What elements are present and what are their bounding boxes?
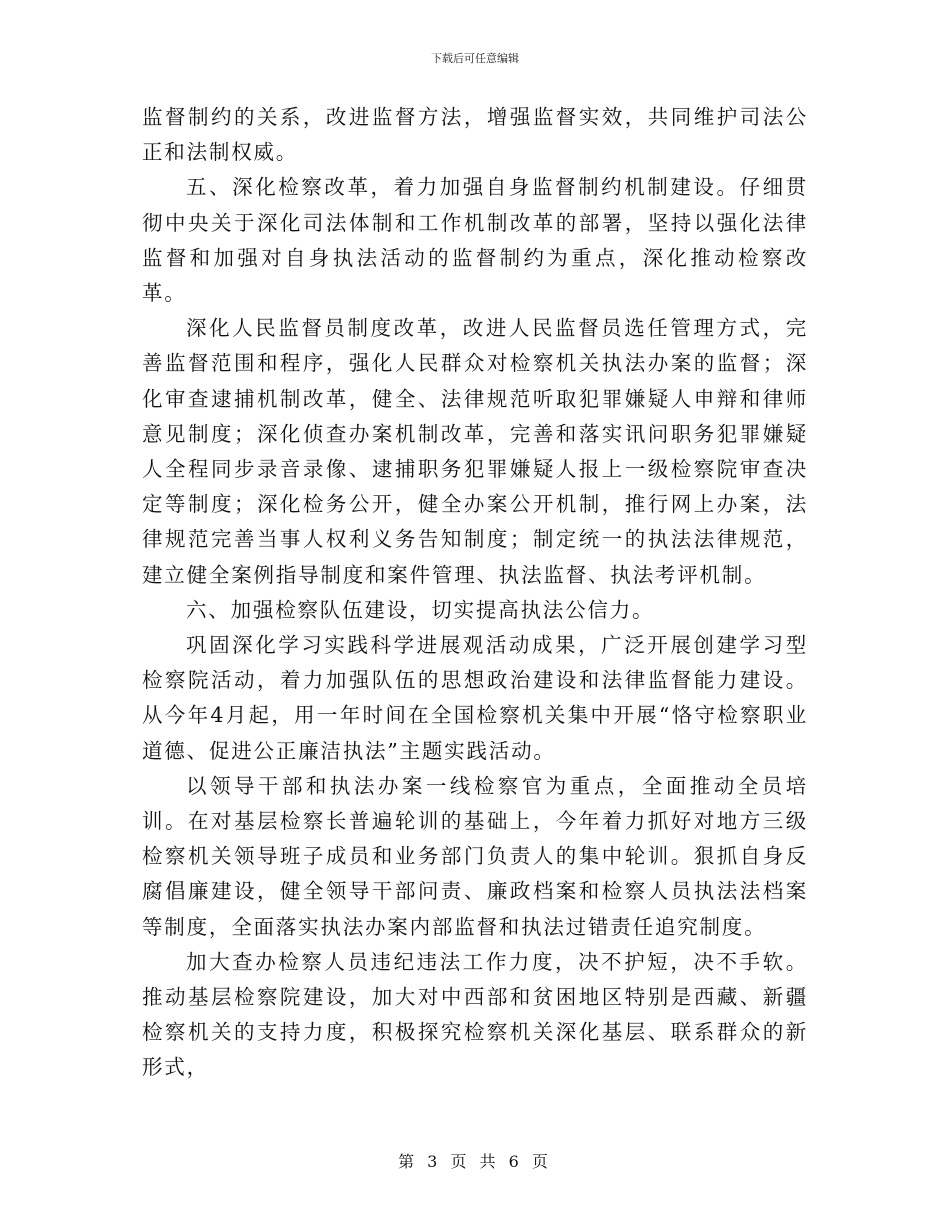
paragraph-6: 以领导干部和执法办案一线检察官为重点，全面推动全员培训。在对基层检察长普遍轮训的基础上，今年着力抓好对地方三级检察机关领导班子成员和业务部门负责人的集中轮训。狠抓自身反腐倡廉建设，健全领导干部问责、廉政档案和检察人员执法法档案等制度，全面落实执法办案内部监督和执法过错责任追究制度。 xyxy=(142,773,808,939)
paragraph-4: 六、加强检察队伍建设，切实提高执法公信力。 xyxy=(186,597,655,622)
paragraph-5: 巩固深化学习实践科学进展观活动成果，广泛开展创建学习型检察院活动，着力加强队伍的思想政治建设和法律监督能力建设。从今年4月起，用一年时间在全国检察机关集中开展“恪守检察职业道德、促进公正廉洁执法”主题实践活动。 xyxy=(142,633,808,763)
page-header: 下载后可任意编辑 xyxy=(431,52,519,65)
page-footer: 第 3 页 共 6 页 xyxy=(398,1152,552,1171)
paragraph-3: 深化人民监督员制度改革，改进人民监督员选任管理方式，完善监督范围和程序，强化人民群众对检察机关执法办案的监督；深化审查逮捕机制改革，健全、法律规范听取犯罪嫌疑人申辩和律师意见制度；深化侦查办案机制改革，完善和落实讯问职务犯罪嫌疑人全程同步录音录像、逮捕职务犯罪嫌疑人报上一级检察院审查决定等制度；深化检务公开，健全办案公开机制，推行网上办案，法律规范完善当事人权利义务告知制度；制定统一的执法法律规范，建立健全案例指导制度和案件管理、执法监督、执法考评机制。 xyxy=(142,316,808,587)
paragraph-2: 五、深化检察改革，着力加强自身监督制约机制建设。仔细贯彻中央关于深化司法体制和工作机制改革的部署，坚持以强化法律监督和加强对自身执法活动的监督制约为重点，深化推动检察改革。 xyxy=(142,175,808,306)
paragraph-1: 监督制约的关系，改进监督方法，增强监督实效，共同维护司法公正和法制权威。 xyxy=(142,105,808,165)
paragraph-7: 加大查办检察人员违纪违法工作力度，决不护短，决不手软。推动基层检察院建设，加大对中西部和贫困地区特别是西藏、新疆检察机关的支持力度，积极探究检察机关深化基层、联系群众的新形式， xyxy=(142,949,808,1080)
document-body xyxy=(142,100,808,1086)
